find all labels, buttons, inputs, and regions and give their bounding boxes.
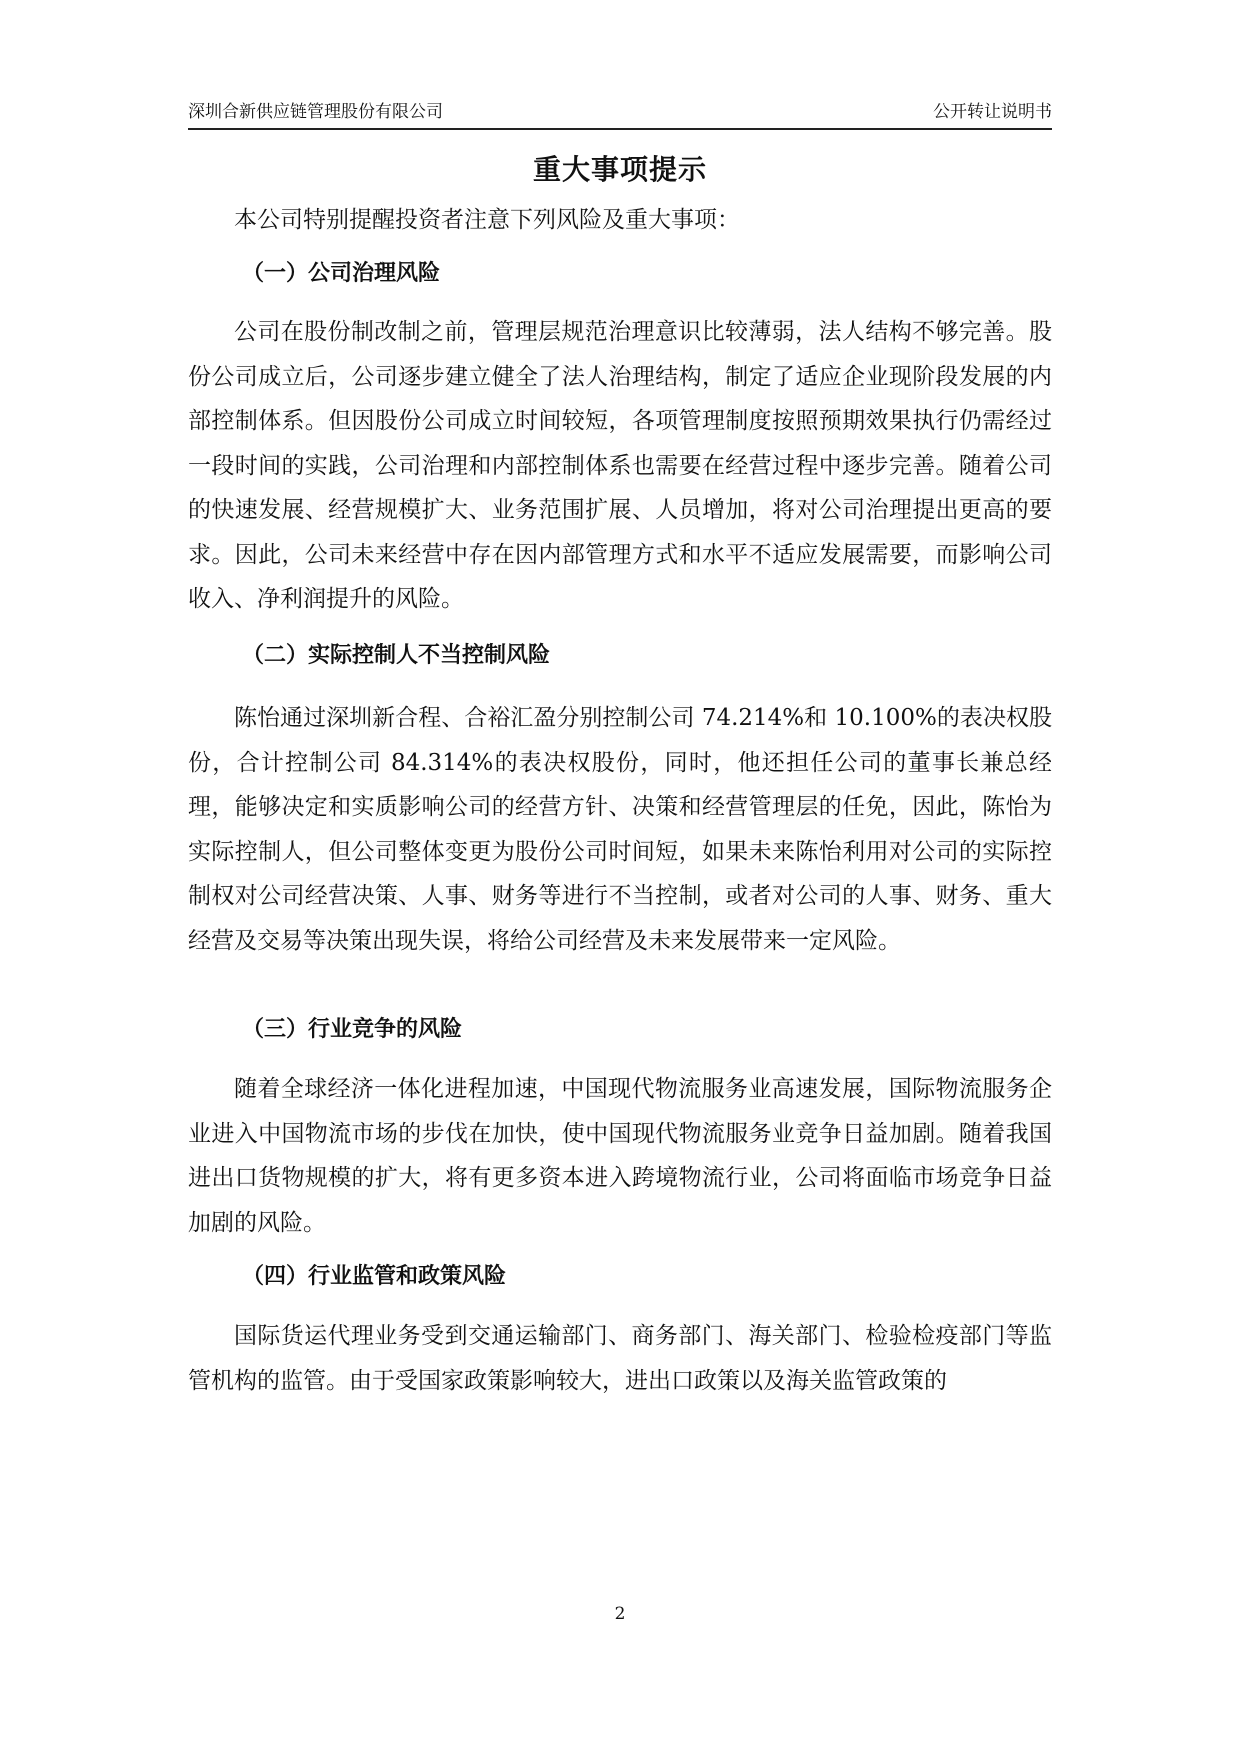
section-body-competition-risk: 随着全球经济一体化进程加速，中国现代物流服务业高速发展，国际物流服务企业进入中国物流市场的步伐在加快，使中国现代物流服务业竞争日益加剧。随着我国进出口货物规模的扩大，将有更多资本进入跨境物流行业，公司将面临市场竞争日益加剧的风险。 bbox=[188, 1076, 1052, 1236]
section-heading-competition-risk: （三）行业竞争的风险 bbox=[242, 1017, 463, 1042]
section-body-regulatory-risk: 国际货运代理业务受到交通运输部门、商务部门、海关部门、检验检疫部门等监管机构的监管。由于受国家政策影响较大，进出口政策以及海关监管政策的 bbox=[188, 1323, 1052, 1394]
intro-paragraph: 本公司特别提醒投资者注意下列风险及重大事项： bbox=[234, 207, 740, 233]
page-number: 2 bbox=[614, 1604, 626, 1624]
section-body-controller-risk: 陈怡通过深圳新合程、合裕汇盈分别控制公司 74.214%和 10.100%的表决权股份，合计控制公司 84.314%的表决权股份，同时，他还担任公司的董事长兼总经理，能够决定和实质影响公司的经营方针、决策和经营管理层的任免，因此，陈怡为实际控制人，但公司整体变更为股份公司时间短，如果未来陈怡利用对公司的实际控制权对公司经营决策、人事、财务等进行不当控制，或者对公司的人事、财务、重大经营及交易等决策出现失误，将给公司经营及未来发展带来一定风险。 bbox=[188, 705, 1052, 954]
document-title: 重大事项提示 bbox=[532, 153, 707, 186]
section-heading-controller-risk: （二）实际控制人不当控制风险 bbox=[242, 643, 551, 668]
page-header bbox=[188, 96, 1052, 130]
section-body-governance-risk: 公司在股份制改制之前，管理层规范治理意识比较薄弱，法人结构不够完善。股份公司成立后，公司逐步建立健全了法人治理结构，制定了适应企业现阶段发展的内部控制体系。但因股份公司成立时间较短，各项管理制度按照预期效果执行仍需经过一段时间的实践，公司治理和内部控制体系也需要在经营过程中逐步完善。随着公司的快速发展、经营规模扩大、业务范围扩展、人员增加，将对公司治理提出更高的要求。因此，公司未来经营中存在因内部管理方式和水平不适应发展需要，而影响公司收入、净利润提升的风险。 bbox=[188, 319, 1052, 612]
section-heading-regulatory-risk: （四）行业监管和政策风险 bbox=[242, 1264, 507, 1289]
header-document-type: 公开转让说明书 bbox=[933, 102, 1052, 122]
section-heading-governance-risk: （一）公司治理风险 bbox=[242, 261, 441, 286]
header-company-name: 深圳合新供应链管理股份有限公司 bbox=[188, 102, 443, 122]
